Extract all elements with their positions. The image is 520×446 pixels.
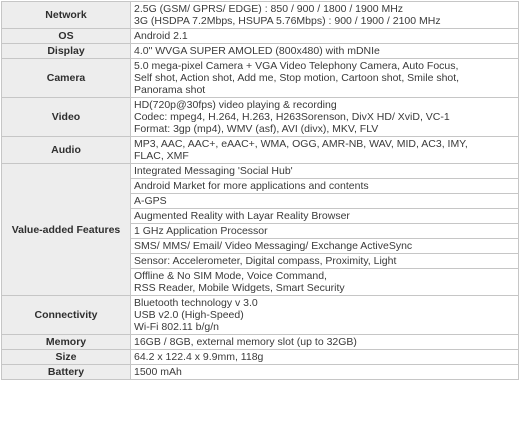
spec-label: Network: [2, 2, 131, 29]
feature-text: SMS/ MMS/ Email/ Video Messaging/ Exchange ActiveSync: [134, 240, 413, 252]
feature-text: RSS Reader, Mobile Widgets, Smart Security: [134, 282, 345, 294]
spec-label: Memory: [2, 335, 131, 350]
spec-table: [1, 1, 519, 380]
spec-row-features: [2, 164, 519, 179]
spec-value-line: Bluetooth technology v 3.0: [134, 297, 258, 309]
spec-label: Value-added Features: [2, 164, 131, 296]
feature-item: [131, 194, 519, 209]
feature-text: Augmented Reality with Layar Reality Browser: [134, 210, 350, 222]
spec-label: Connectivity: [2, 296, 131, 335]
feature-item: [131, 164, 519, 179]
spec-row-display: [2, 44, 519, 59]
spec-row-connectivity: [2, 296, 519, 335]
spec-value-line: MP3, AAC, AAC+, eAAC+, WMA, OGG, AMR-NB, WAV, MID, AC3, IMY,: [134, 138, 468, 150]
spec-value: [131, 365, 519, 380]
spec-row-camera: [2, 59, 519, 98]
spec-label: Display: [2, 44, 131, 59]
spec-value: [131, 350, 519, 365]
spec-value: [131, 2, 519, 29]
spec-value: [131, 98, 519, 137]
feature-text: Android Market for more applications and contents: [134, 180, 369, 192]
spec-value: [131, 296, 519, 335]
spec-label: OS: [2, 29, 131, 44]
spec-value-line: HD(720p@30fps) video playing & recording: [134, 99, 337, 111]
feature-text: Integrated Messaging 'Social Hub': [134, 165, 293, 177]
spec-label: Audio: [2, 137, 131, 164]
feature-item: [131, 224, 519, 239]
feature-item: [131, 269, 519, 296]
feature-text: 1 GHz Application Processor: [134, 225, 268, 237]
spec-value: [131, 29, 519, 44]
spec-label: Camera: [2, 59, 131, 98]
spec-label: Size: [2, 350, 131, 365]
spec-value-line: 2.5G (GSM/ GPRS/ EDGE) : 850 / 900 / 1800 / 1900 MHz: [134, 3, 404, 15]
spec-value: [131, 59, 519, 98]
spec-row-memory: [2, 335, 519, 350]
feature-text: Sensor: Accelerometer, Digital compass, Proximity, Light: [134, 255, 397, 267]
spec-value-line: 64.2 x 122.4 x 9.9mm, 118g: [134, 351, 264, 363]
spec-value: [131, 44, 519, 59]
spec-value-line: 3G (HSDPA 7.2Mbps, HSUPA 5.76Mbps) : 900 / 1900 / 2100 MHz: [134, 15, 441, 27]
feature-item: [131, 254, 519, 269]
spec-label: Battery: [2, 365, 131, 380]
spec-value-line: 1500 mAh: [134, 366, 182, 378]
spec-value-line: USB v2.0 (High-Speed): [134, 309, 244, 321]
spec-value: [131, 137, 519, 164]
spec-value-line: 16GB / 8GB, external memory slot (up to 32GB): [134, 336, 357, 348]
spec-row-os: [2, 29, 519, 44]
feature-item: [131, 209, 519, 224]
spec-value-line: Self shot, Action shot, Add me, Stop motion, Cartoon shot, Smile shot,: [134, 72, 460, 84]
spec-value-line: 5.0 mega-pixel Camera + VGA Video Telephony Camera, Auto Focus,: [134, 60, 459, 72]
spec-value: [131, 335, 519, 350]
spec-label: Video: [2, 98, 131, 137]
feature-item: [131, 179, 519, 194]
spec-value-line: Android 2.1: [134, 30, 188, 42]
spec-value-line: 4.0" WVGA SUPER AMOLED (800x480) with mDNIe: [134, 45, 380, 57]
spec-value-line: FLAC, XMF: [134, 150, 189, 162]
spec-row-size: [2, 350, 519, 365]
spec-row-battery: [2, 365, 519, 380]
spec-value-line: Panorama shot: [134, 84, 206, 96]
spec-row-video: [2, 98, 519, 137]
feature-item: [131, 239, 519, 254]
feature-text: A-GPS: [134, 195, 167, 207]
feature-text: Offline & No SIM Mode, Voice Command,: [134, 270, 327, 282]
spec-value-line: Codec: mpeg4, H.264, H.263, H263Sorenson, DivX HD/ XviD, VC-1: [134, 111, 450, 123]
spec-row-audio: [2, 137, 519, 164]
spec-value-line: Wi-Fi 802.11 b/g/n: [134, 321, 220, 333]
spec-row-network: [2, 2, 519, 29]
spec-value-line: Format: 3gp (mp4), WMV (asf), AVI (divx), MKV, FLV: [134, 123, 379, 135]
